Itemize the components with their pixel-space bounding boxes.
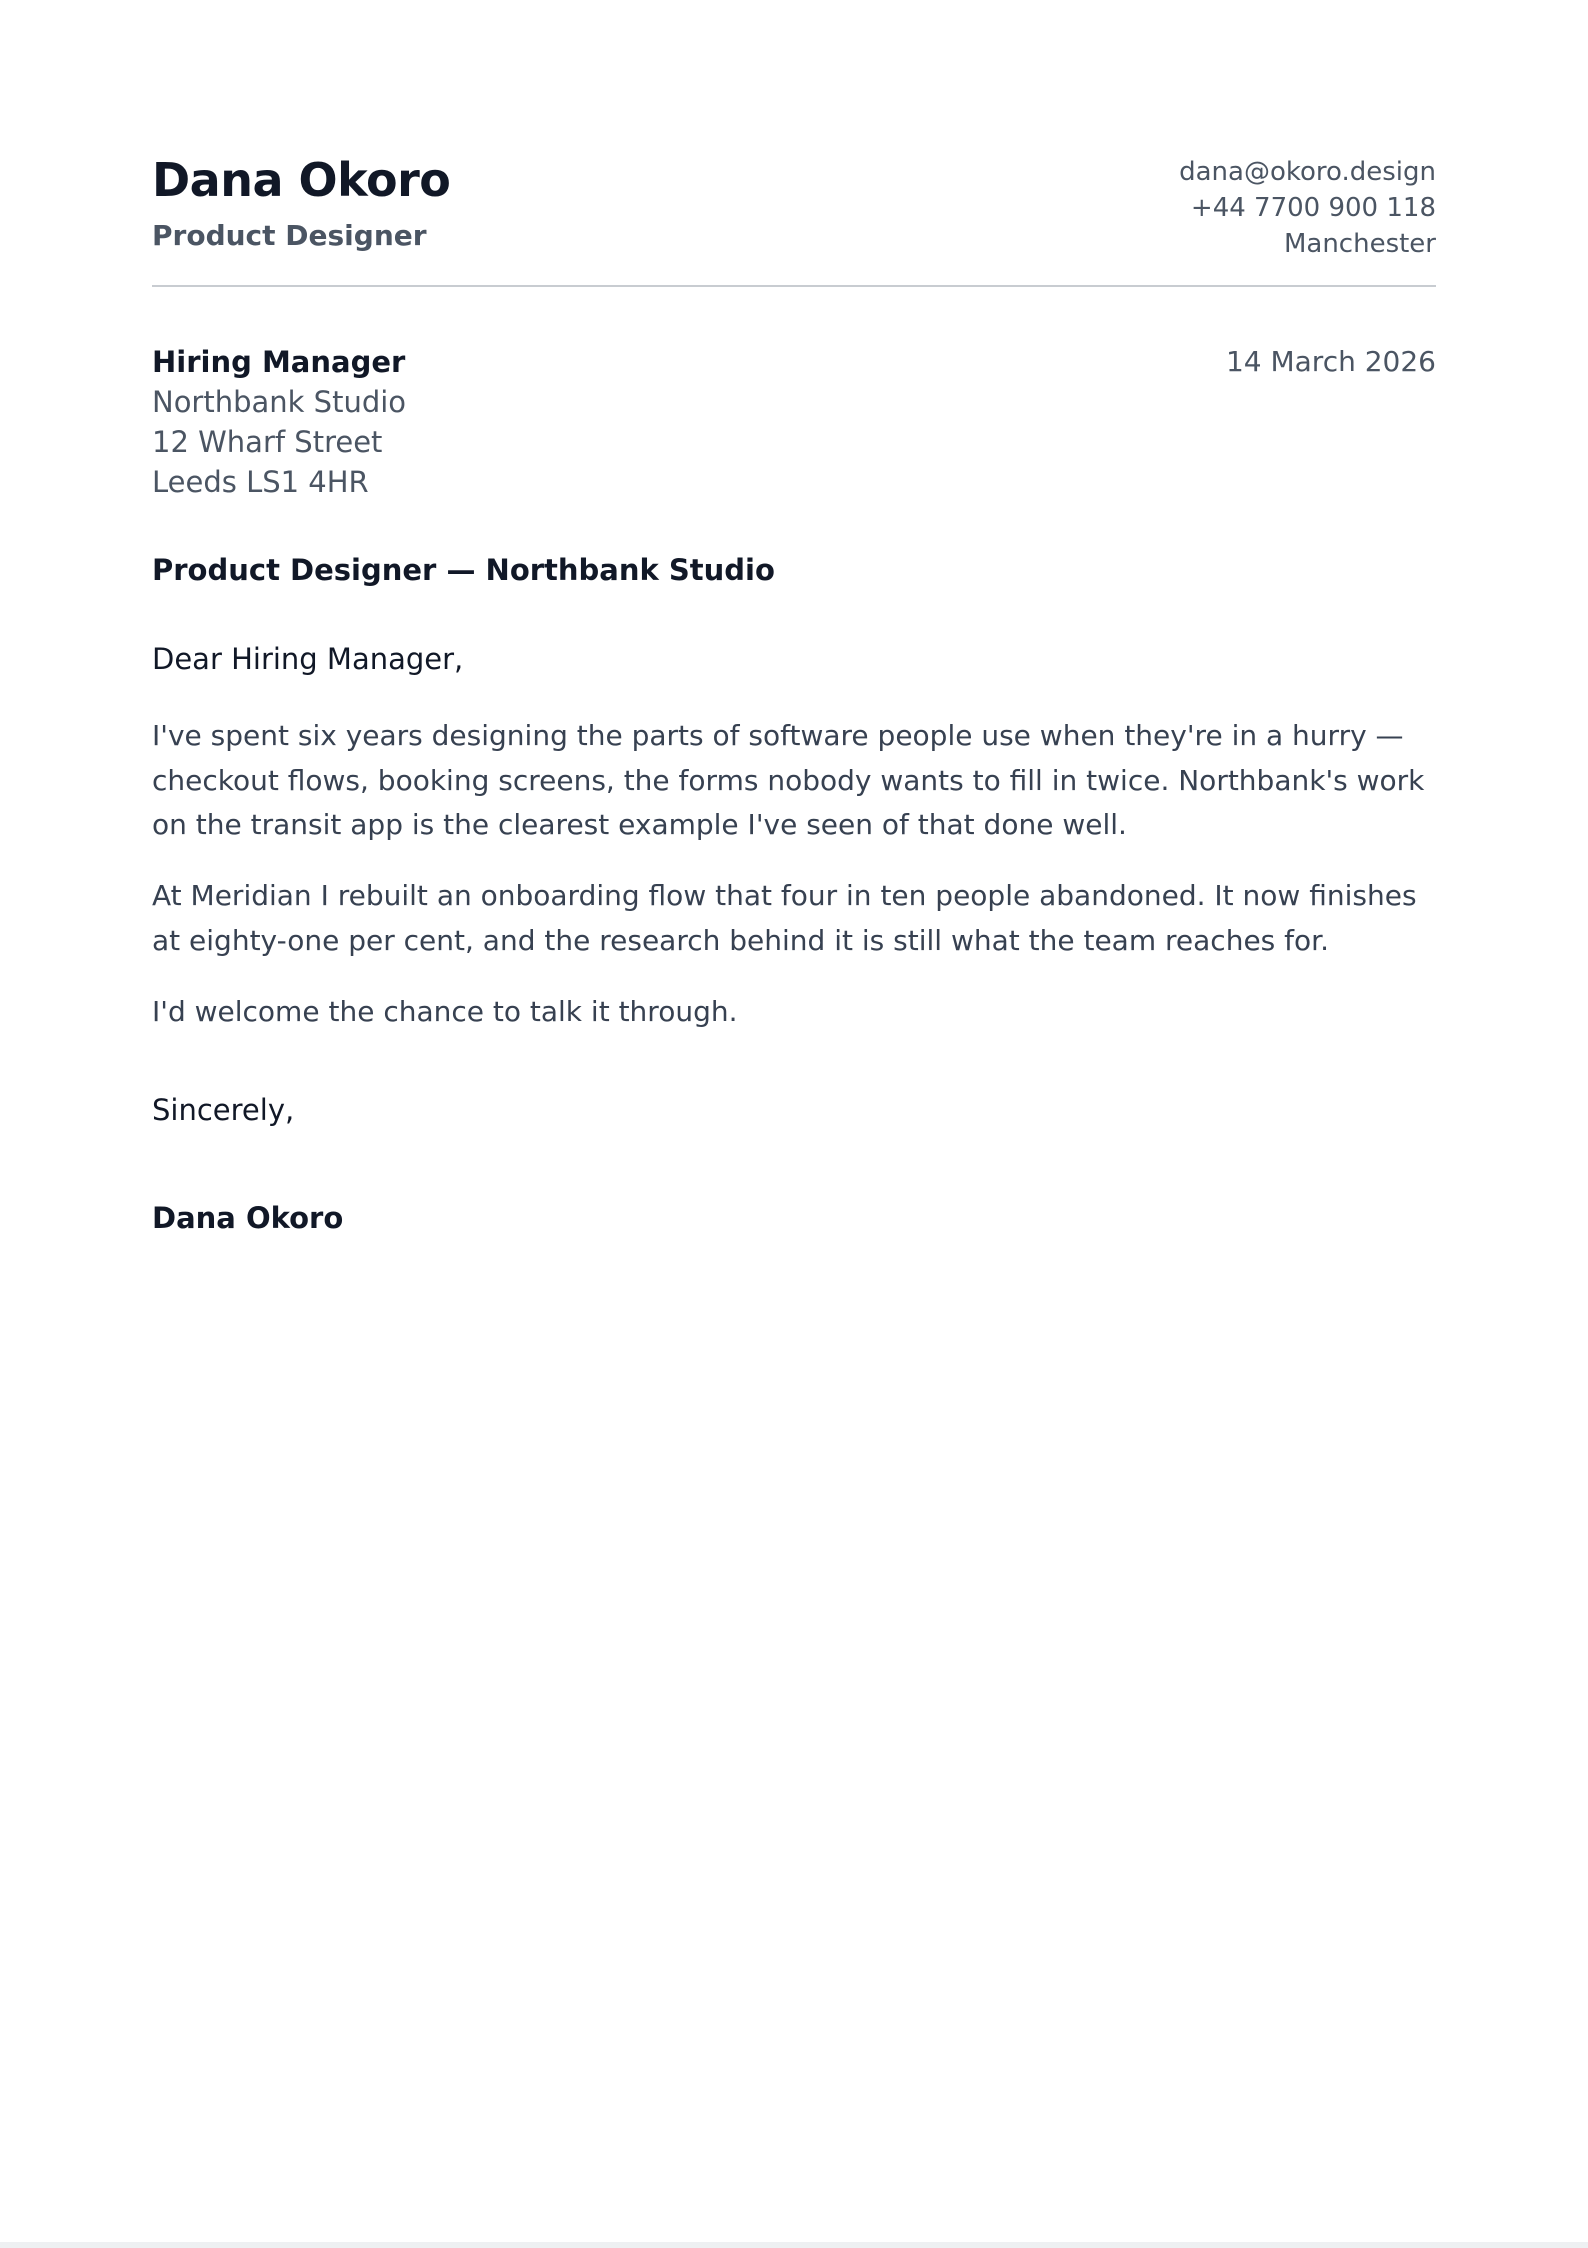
letter-header [152,148,1436,286]
sender-title: Product Designer [152,219,427,252]
recipient-street: 12 Wharf Street [152,425,383,459]
body-paragraph-1: I've spent six years designing the parts of software people use when they're in a hurry — checkout flows, booking screens, the forms nobody wants to fill in twice. Northbank's work on the transit app is the clearest example I've seen of that done well. [152,719,1425,841]
header-divider [152,285,1436,287]
recipient-address [152,342,406,502]
recipient-name: Hiring Manager [152,345,406,379]
sender-name: Dana Okoro [152,153,451,207]
sender-email: dana@okoro.design [1179,157,1436,187]
recipient-company: Northbank Studio [152,385,407,419]
sender-phone: +44 7700 900 118 [1190,193,1436,223]
recipient-city: Leeds LS1 4HR [152,465,369,499]
page-bottom-edge [0,2242,1588,2248]
letter-date: 14 March 2026 [1225,345,1436,378]
letter-subject: Product Designer — Northbank Studio [152,553,775,587]
sender-location: Manchester [1283,229,1436,259]
body-paragraph-3: I'd welcome the chance to talk it through. [152,995,738,1028]
salutation: Dear Hiring Manager, [152,642,464,676]
closing: Sincerely, [152,1093,295,1127]
body-paragraph-2: At Meridian I rebuilt an onboarding flow that four in ten people abandoned. It now finishes at eighty-one per cent, and the research behind it is still what the team reaches for. [152,879,1417,957]
signature: Dana Okoro [152,1201,344,1235]
sender-contact [1179,154,1436,262]
